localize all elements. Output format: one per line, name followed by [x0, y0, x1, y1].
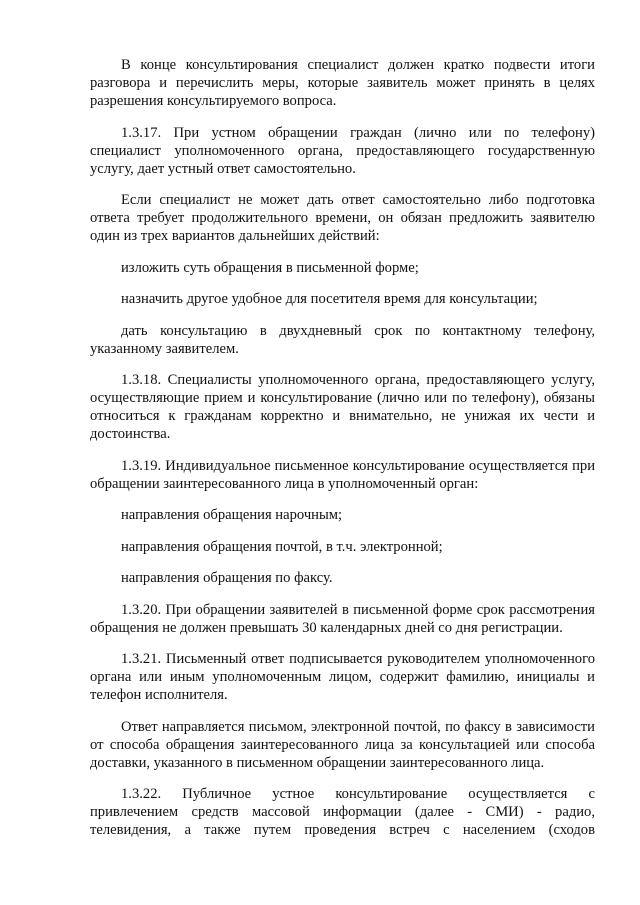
paragraph-1-3-21: 1.3.21. Письменный ответ подписывается руководителем уполномоченного органа или иным уполномоченным лицом, содержит фамилию, инициалы и телефон исполнителя. — [90, 651, 595, 703]
paragraph-1-3-19: 1.3.19. Индивидуальное письменное консультирование осуществляется при обращении заинтересованного лица в уполномоченный орган: — [90, 457, 595, 492]
paragraph-1-3-22: 1.3.22. Публичное устное консультирование осуществляется с привлечением средств массовой информации (далее - СМИ) - радио, телевидения, а также путем проведения встреч с населением (сходов — [90, 786, 595, 838]
list-item-written-form: изложить суть обращения в письменной форме; — [121, 259, 419, 276]
list-item-other-time: назначить другое удобное для посетителя время для консультации; — [121, 291, 538, 307]
list-item-by-courier: направления обращения нарочным; — [121, 507, 343, 523]
document-page — [90, 56, 595, 853]
paragraph-1-3-17: 1.3.17. При устном обращении граждан (лично или по телефону) специалист уполномоченного органа, предоставляющего государственную услугу, дает устный ответ самостоятельно. — [90, 124, 595, 177]
paragraph-1-3-20: 1.3.20. При обращении заявителей в письменной форме срок рассмотрения обращения не должен превышать 30 календарных дней со дня регистрации. — [90, 601, 595, 636]
list-item-by-fax: направления обращения по факсу. — [121, 570, 333, 586]
paragraph-reply-delivery: Ответ направляется письмом, электронной почтой, по факсу в зависимости от способа обращения заинтересованного лица за консультацией или способа доставки, указанного в письменном обращении заинтересованного лица. — [90, 718, 595, 771]
paragraph-consultation-summary: В конце консультирования специалист должен кратко подвести итоги разговора и перечислить меры, которые заявитель может принять в целях разрешения консультируемого вопроса. — [90, 57, 595, 109]
paragraph-alternative-actions: Если специалист не может дать ответ самостоятельно либо подготовка ответа требует продолжительного времени, он обязан предложить заявителю один из трех вариантов дальнейших действий: — [90, 192, 595, 244]
list-item-by-mail: направления обращения почтой, в т.ч. электронной; — [121, 538, 443, 555]
list-item-phone-consultation: дать консультацию в двухдневный срок по контактному телефону, указанному заявителем. — [90, 322, 595, 357]
paragraph-1-3-18: 1.3.18. Специалисты уполномоченного органа, предоставляющего услугу, осуществляющие прием и консультирование (лично или по телефону), обязаны относиться к гражданам корректно и внимательно, не унижая их чести и достоинства. — [90, 372, 595, 442]
